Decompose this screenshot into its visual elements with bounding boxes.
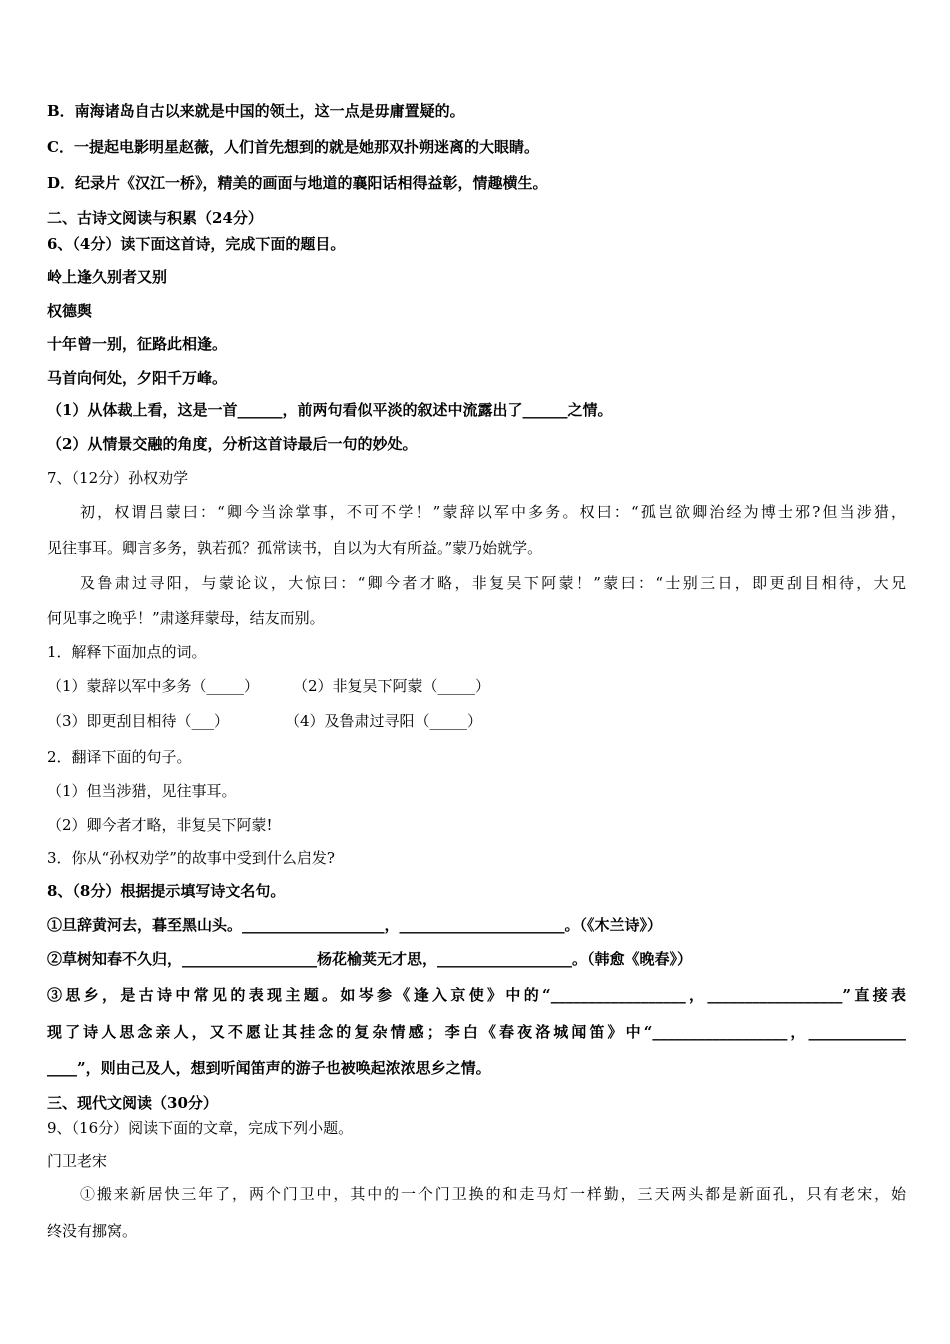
q7-q2-item-b: （2）卿今者才略，非复吴下阿蒙! — [47, 816, 273, 834]
q8-item-3-line1: ③思乡，是古诗中常见的表现主题。如岑参《逢入京使》中的“__________________，__________________”直接表 — [47, 986, 906, 1004]
poem-author: 权德舆 — [47, 302, 93, 320]
q8-item-2: ②草树知春不久归，__________________杨花榆荚无才思，__________________。（韩愈《晚春》） — [47, 950, 693, 968]
q7-q2-item-a: （1）但当涉猎，见往事耳。 — [47, 782, 237, 800]
q8-stem: 8、（8分）根据提示填写诗文名句。 — [47, 882, 286, 900]
q8-item-1: ①旦辞黄河去，暮至黑山头。___________________，______________________。（《木兰诗》） — [47, 916, 663, 934]
q7-passage-para1-line1: 初，权谓吕蒙曰：“卿今当涂掌事，不可不学！”蒙辞以军中多务。权曰：“孤岂欲卿治经为博士邪?但当涉猎， — [80, 503, 906, 521]
q6-sub-1: （1）从体裁上看，这是一首______，前两句看似平淡的叙述中流露出了______之情。 — [47, 401, 613, 419]
q7-q1-item-a: （1）蒙辞以军中多务（_____） — [47, 677, 260, 695]
q6-sub-2: （2）从情景交融的角度，分析这首诗最后一句的妙处。 — [47, 435, 418, 453]
poem-title: 岭上逢久别者又别 — [47, 268, 168, 286]
article-title: 门卫老宋 — [47, 1152, 108, 1170]
q7-q1-item-c: （3）即更刮目相待（___） — [47, 712, 230, 730]
q7-q1-item-d: （4）及鲁肃过寻阳（_____） — [285, 712, 483, 730]
q7-stem: 7、（12分）孙权劝学 — [47, 469, 189, 487]
q7-passage-para2-line2: 何见事之晚乎！”肃遂拜蒙母，结友而别。 — [47, 609, 325, 627]
q7-question-3: 3．你从“孙权劝学”的故事中受到什么启发? — [47, 849, 335, 867]
option-b: B．南海诸岛自古以来就是中国的领土，这一点是毋庸置疑的。 — [47, 102, 465, 120]
poem-line-1: 十年曾一别，征路此相逢。 — [47, 335, 228, 353]
q7-question-2: 2．翻译下面的句子。 — [47, 748, 192, 766]
q9-stem: 9、（16分）阅读下面的文章，完成下列小题。 — [47, 1119, 354, 1137]
q8-item-3-line2: 现了诗人思念亲人，又不愿让其挂念的复杂情感；李白《春夜洛城闻笛》中“__________________，_____________ — [47, 1023, 906, 1041]
section-2-title: 二、古诗文阅读与积累（24分） — [47, 209, 263, 227]
poem-line-2: 马首向何处，夕阳千万峰。 — [47, 369, 228, 387]
q7-passage-para2-line1: 及鲁肃过寻阳，与蒙论议，大惊曰：“卿今者才略，非复吴下阿蒙！”蒙曰：“士别三日，即更刮目相待，大兄 — [80, 574, 906, 592]
section-3-title: 三、现代文阅读（30分） — [47, 1094, 218, 1112]
article-para1-line1: ①搬来新居快三年了，两个门卫中，其中的一个门卫换的和走马灯一样勤，三天两头都是新面孔，只有老宋，始 — [80, 1185, 906, 1203]
q6-stem: 6、（4分）读下面这首诗，完成下面的题目。 — [47, 235, 346, 253]
option-d: D．纪录片《汉江一桥》，精美的画面与地道的襄阳话相得益彰，情趣横生。 — [47, 174, 548, 192]
q7-q1-item-b: （2）非复吴下阿蒙（_____） — [293, 677, 491, 695]
article-para1-line2: 终没有挪窝。 — [47, 1222, 138, 1240]
q8-item-3-line3: ____”，则由己及人，想到听闻笛声的游子也被唤起浓浓思乡之情。 — [47, 1059, 491, 1077]
q7-passage-para1-line2: 见往事耳。卿言多务，孰若孤？孤常读书，自以为大有所益。”蒙乃始就学。 — [47, 539, 543, 557]
q7-question-1: 1．解释下面加点的词。 — [47, 643, 207, 661]
option-c: C．一提起电影明星赵薇，人们首先想到的就是她那双扑朔迷离的大眼睛。 — [47, 138, 539, 156]
